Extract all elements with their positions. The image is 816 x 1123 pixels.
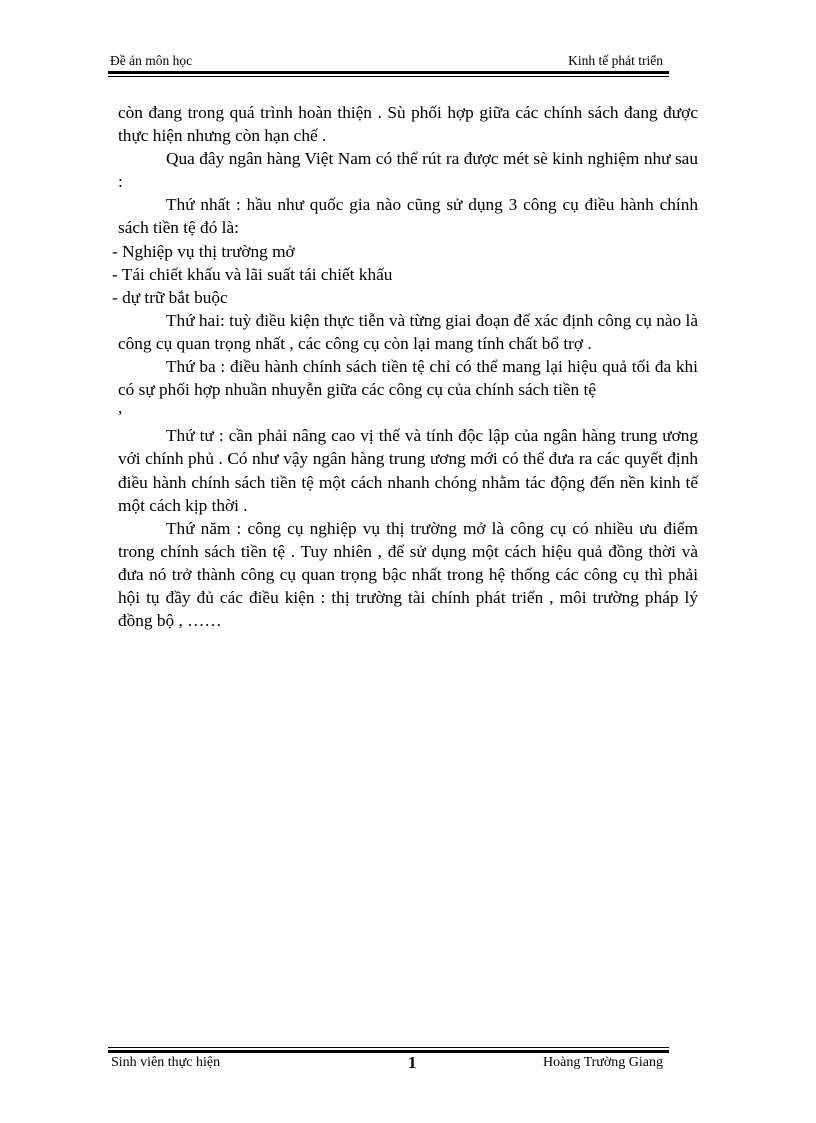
paragraph-fourth-lesson: Thứ tư : cần phải nâng cao vị thế và tính độc lập của ngân hàng trung ương với chính phủ . Có như vậy ngân hàng trung ương mới có thể đưa ra các quyết định điều hành chính sách tiền tệ một cách nhanh chóng nhằm tác động đến nền kinh tế một cách kịp thời . (118, 426, 698, 515)
header-course-label: Đề án môn học (110, 53, 193, 68)
bullet-item-reserve: - dự trữ bắt buộc (112, 287, 228, 307)
page-header (108, 52, 669, 70)
footer-student-label: Sinh viên thực hiện (111, 1055, 221, 1070)
header-rule-thin (108, 76, 669, 77)
bullet-item-open-market: - Nghiệp vụ thị trường mở (112, 241, 295, 261)
paragraph-third-lesson: Thứ ba : điều hành chính sách tiền tệ chỉ có thể mang lại hiệu quả tối đa khi có sự phối hợp nhuần nhuyễn giữa các công cụ của chính sách tiền tệ (118, 357, 698, 400)
header-subject-label: Kinh tế phát triển (568, 53, 663, 68)
paragraph-fifth-lesson: Thứ năm : công cụ nghiệp vụ thị trường mở là công cụ có nhiều ưu điểm trong chính sách tiền tệ . Tuy nhiên , để sử dụng một cách hiệu quả đồng thời và đưa nó trở thành công cụ quan trọng bậc nhất trong hệ thống các công cụ thì phải hội tụ đầy đủ các điều kiện : thị trường tài chính phát triển , môi trường pháp lý đồng bộ , …… (118, 518, 698, 631)
paragraph-second-lesson: Thứ hai: tuỳ điều kiện thực tiễn và từng giai đoạn để xác định công cụ nào là công cụ quan trọng nhất , các công cụ còn lại mang tính chất bổ trợ . (118, 310, 698, 353)
paragraph-continuation: còn đang trong quá trình hoàn thiện . Sù phối hợp giữa các chính sách đang được thực hiện nhưng còn hạn chế . (118, 103, 698, 146)
footer-author-name: Hoàng Trường Giang (543, 1055, 663, 1070)
document-body (112, 101, 698, 632)
paragraph-third-lesson-tail: , (118, 398, 123, 418)
paragraph-first-lesson: Thứ nhất : hầu như quốc gia nào cũng sử dụng 3 công cụ điều hành chính sách tiền tệ đó là: (118, 195, 698, 238)
bullet-item-rediscount: - Tái chiết khấu và lãi suất tái chiết khấu (112, 264, 393, 284)
paragraph-intro: Qua đây ngân hàng Việt Nam có thể rút ra được mét sè kinh nghiệm như sau : (118, 149, 698, 192)
header-rule-thick (108, 71, 669, 74)
page-footer (108, 1052, 669, 1074)
page-number: 1 (408, 1053, 417, 1072)
footer-rule-thin (108, 1047, 669, 1048)
